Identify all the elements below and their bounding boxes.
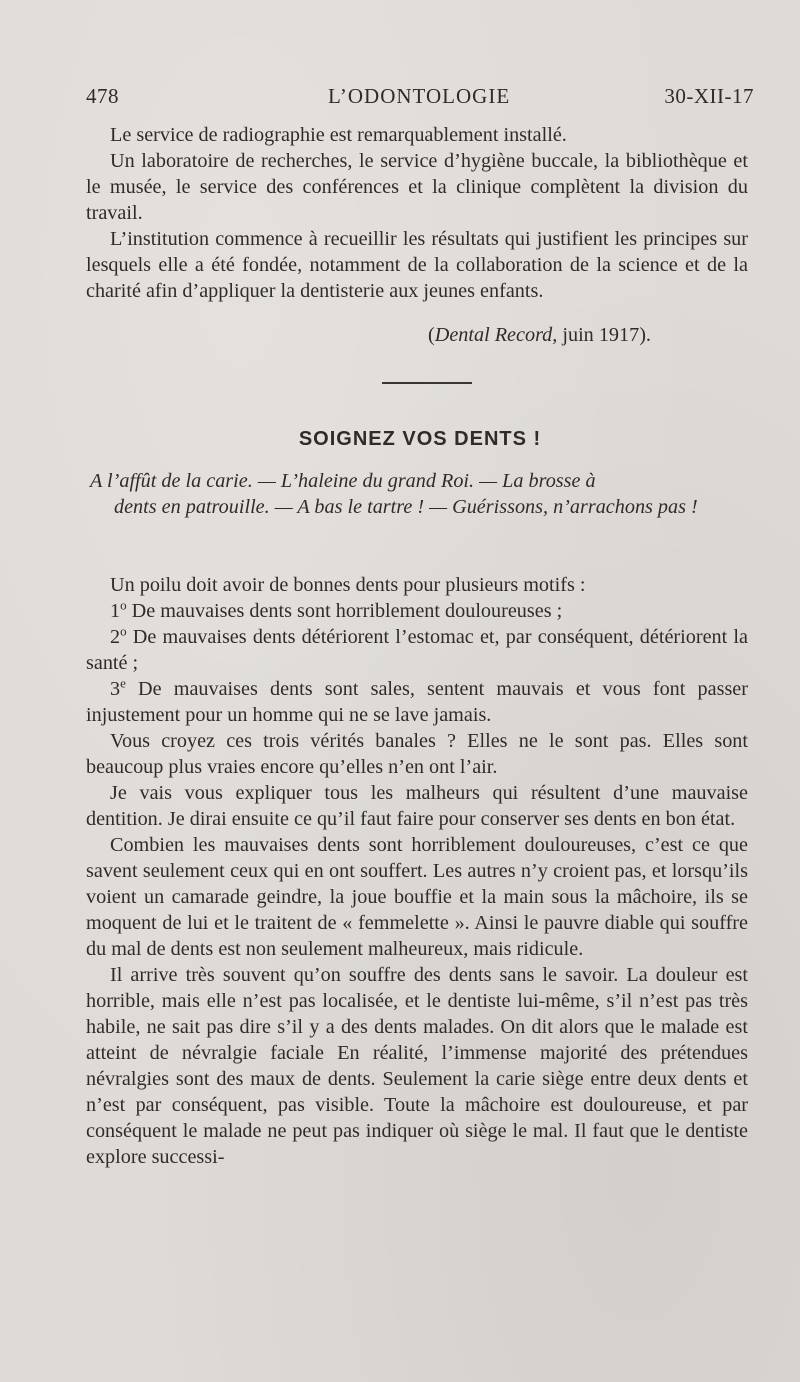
- paragraph: [86, 598, 748, 624]
- article-body: [86, 572, 748, 1170]
- paragraph: Le service de radiographie est remarquablement installé.: [110, 124, 567, 146]
- summary-line: dents en patrouille. — A bas le tartre ! — Guérissons, n’arrachons pas !: [114, 496, 698, 518]
- running-header: [86, 84, 754, 112]
- citation-date: juin 1917).: [557, 324, 651, 346]
- paragraph: Un laboratoire de recherches, le service d’hygiène buccale, la bibliothèque et le musée, le service des conférences et la clinique complètent la division du travail.: [86, 150, 748, 224]
- citation-source: Dental Record,: [434, 324, 558, 346]
- list-number: 3: [110, 678, 121, 700]
- previous-article-end: [86, 122, 748, 304]
- article-title: SOIGNEZ VOS DENTS !: [298, 428, 542, 450]
- ordinal-suffix: o: [120, 623, 127, 639]
- page-number: 478: [86, 84, 119, 108]
- list-number: 1: [110, 600, 121, 622]
- paragraph: Je vais vous expliquer tous les malheurs qui résultent d’une mauvaise dentition. Je dirai ensuite ce qu’il faut faire pour conserver ses dents en bon état.: [86, 782, 748, 830]
- journal-title: L’ODONTOLOGIE: [328, 84, 511, 108]
- paragraph: Un poilu doit avoir de bonnes dents pour plusieurs motifs :: [110, 574, 586, 596]
- paragraph: Il arrive très souvent qu’on souffre des dents sans le savoir. La douleur est horrible, mais elle n’est pas localisée, et le dentiste lui-même, s’il n’est pas très habile, ne sait pas dire s’il y a des dents malades. On dit alors que le malade est atteint de névralgie faciale En réalité, l’immense majorité des prétendues névralgies sont des maux de dents. Seulement la carie siège entre deux dents et n’est par conséquent, pas visible. Toute la mâchoire est douloureuse, et par conséquent le malade ne peut pas indiquer où siège le mal. Il faut que le dentiste explore successi-: [86, 964, 748, 1168]
- list-text: De mauvaises dents sont horriblement douloureuses ;: [126, 600, 563, 622]
- paragraph: Combien les mauvaises dents sont horriblement douloureuses, c’est ce que savent seulement ceux qui en ont souffert. Les autres n’y croient pas, et lorsqu’ils voient un camarade geindre, la joue bouffie et la main sous la mâchoire, ils se moquent de lui et le traitent de « femmelette ». Ainsi le pauvre diable qui souffre du mal de dents est non seulement malheureux, mais ridicule.: [86, 834, 748, 960]
- ordinal-suffix: o: [120, 597, 127, 613]
- paragraph: [86, 676, 748, 728]
- summary-line: A l’affût de la carie. — L’haleine du grand Roi. — La brosse à: [90, 470, 596, 492]
- list-text: De mauvaises dents détériorent l’estomac et, par conséquent, détériorent la santé ;: [86, 626, 748, 674]
- paragraph: Vous croyez ces trois vérités banales ? Elles ne le sont pas. Elles sont beaucoup plus vraies encore qu’elles n’en ont l’air.: [86, 730, 748, 778]
- section-divider: [382, 382, 472, 384]
- list-text: De mauvaises dents sont sales, sentent mauvais et vous font passer injustement pour un homme qui ne se lave jamais.: [86, 678, 748, 726]
- ordinal-suffix: e: [120, 675, 126, 691]
- article-summary: [90, 468, 742, 520]
- paragraph: L’institution commence à recueillir les résultats qui justifient les principes sur lesquels elle a été fondée, notamment de la collaboration de la science et de la charité afin d’appliquer la dentisterie aux jeunes enfants.: [86, 228, 748, 302]
- issue-date: 30-XII-17: [664, 84, 754, 108]
- source-citation: [428, 322, 651, 348]
- paragraph: [86, 624, 748, 676]
- citation-open: (: [428, 324, 435, 346]
- list-number: 2: [110, 626, 121, 648]
